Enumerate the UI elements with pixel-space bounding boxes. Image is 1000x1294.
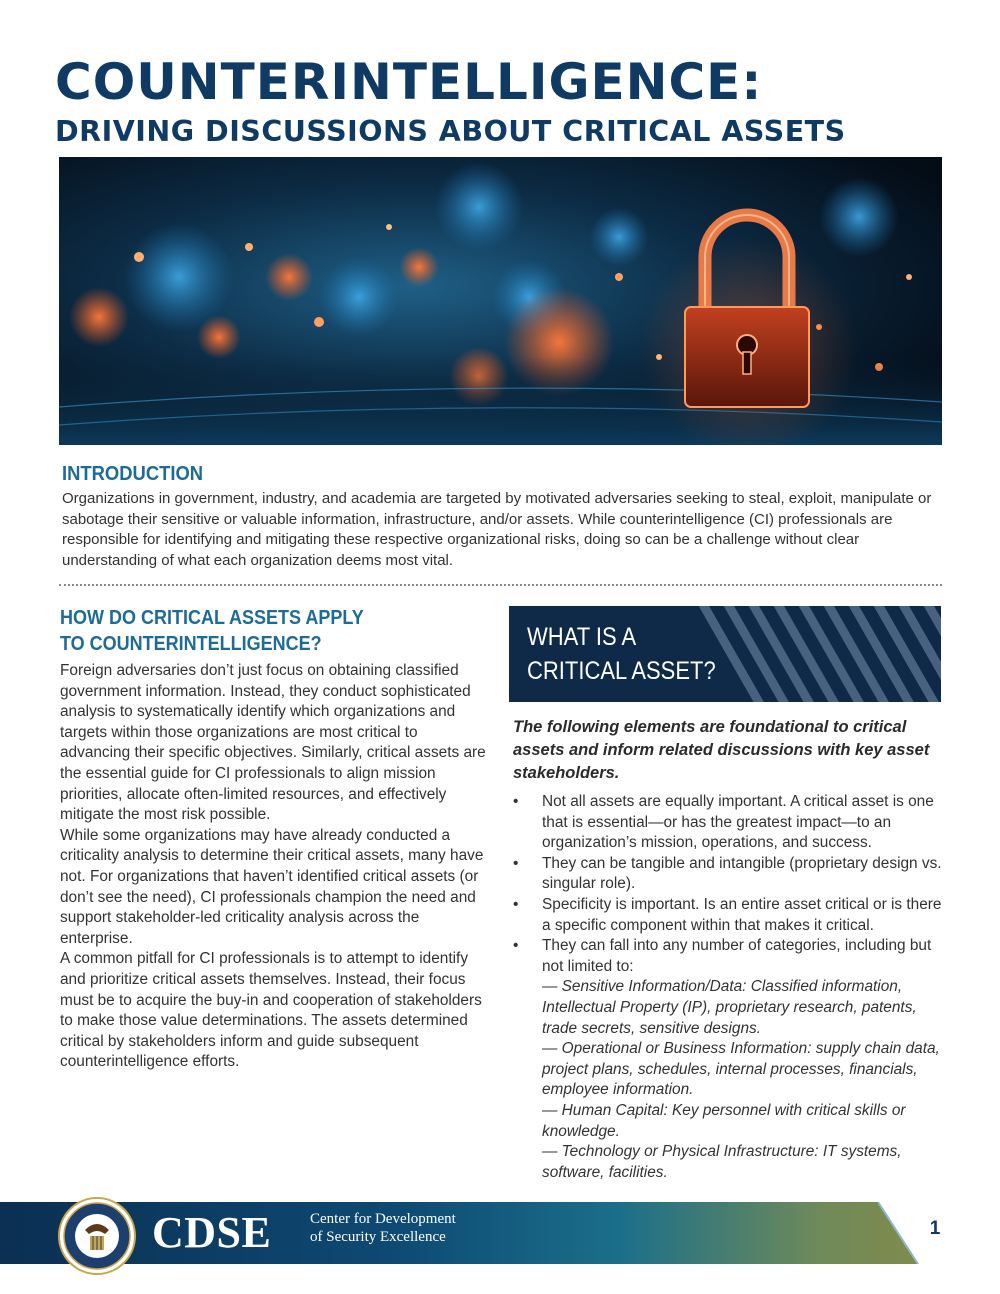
bullet-marker: •: [513, 895, 519, 913]
intro-heading: INTRODUCTION: [62, 463, 204, 485]
callout-title-line-1: WHAT IS A: [527, 623, 637, 651]
organization-name: [310, 1210, 490, 1246]
left-column-body: [60, 661, 490, 1073]
organization-name-line-2: of Security Excellence: [310, 1229, 446, 1245]
category-item: — Technology or Physical Infrastructure: IT systems, software, facilities.: [542, 1143, 902, 1181]
list-item: • Specificity is important. Is an entire asset critical or is there a specific component within that makes it critical.: [513, 895, 942, 934]
section-heading-line-2: TO COUNTERINTELLIGENCE?: [60, 633, 322, 655]
callout-title-line-2: CRITICAL ASSET?: [527, 657, 716, 685]
page-subtitle: DRIVING DISCUSSIONS ABOUT CRITICAL ASSETS: [55, 115, 846, 148]
list-item: • Not all assets are equally important. A critical asset is one that is essential—or has the greatest impact—to an organization’s mission, operations, and success.: [513, 793, 934, 852]
left-paragraph: While some organizations may have already conducted a criticality analysis to determine their critical assets, many have not. For organizations that haven’t identified critical assets (or don’t see the need), CI professionals champion the need and support stakeholder-led criticality analysis across the enterprise.: [60, 826, 484, 947]
category-item: — Operational or Business Information: supply chain data, project plans, schedules, internal processes, financials, employee information.: [542, 1040, 940, 1099]
padlock-illustration: [59, 157, 942, 445]
list-item: • They can fall into any number of categories, including but not limited to: — Sensitive Information/Data: Classified information, Intellectual Property (IP), proprietary research, patents, trade secrets, sensitive designs. — Operational or Business Information: supply chain data, project plans, schedules, internal processes, financials, employee information. — Human Capital: Key personnel with critical skills or knowledge. — Technology or Physical Infrastructure: IT systems, software, facilities.: [513, 936, 943, 1183]
callout-box: [509, 606, 941, 702]
organization-name-line-1: Center for Development: [310, 1211, 456, 1227]
bullet-marker: •: [513, 793, 519, 810]
footer-band: [0, 1202, 1000, 1264]
agency-seal-icon: [57, 1196, 137, 1276]
page-number: 1: [929, 1218, 941, 1239]
bullet-marker: •: [513, 854, 519, 872]
section-heading-line-1: HOW DO CRITICAL ASSETS APPLY: [60, 607, 364, 629]
diagonal-stripes-decoration: [691, 606, 941, 702]
bullet-marker: •: [513, 937, 519, 955]
category-item: — Sensitive Information/Data: Classified information, Intellectual Property (IP), proprietary research, patents, trade secrets, sensitive designs.: [542, 978, 917, 1037]
left-paragraph: Foreign adversaries don’t just focus on obtaining classified government information. Instead, they conduct sophisticated analysis to systematically identify which organizations and targets within those organizations are most critical to advancing their specific objectives. Similarly, critical assets are the essential guide for CI professionals to align mission priorities, allocate often-limited resources, and effectively mitigate the most risk possible.: [60, 662, 486, 824]
cdse-logo-text: CDSE: [152, 1208, 272, 1257]
critical-asset-bullet-list: [513, 792, 943, 1183]
left-paragraph: A common pitfall for CI professionals is to attempt to identify and prioritize critical assets themselves. Instead, their focus must be to acquire the buy-in and cooperation of stakeholders to make those value determinations. The assets determined critical by stakeholders inform and guide subsequent counterintelligence efforts.: [60, 950, 482, 1071]
right-lead-paragraph: The following elements are foundational to critical assets and inform related discussions with key asset stakeholders.: [513, 718, 930, 782]
dotted-divider: [59, 584, 942, 586]
page-title: COUNTERINTELLIGENCE:: [55, 53, 763, 111]
list-item: • They can be tangible and intangible (proprietary design vs. singular role).: [513, 854, 942, 893]
intro-paragraph: Organizations in government, industry, and academia are targeted by motivated adversaries seeking to steal, exploit, manipulate or sabotage their sensitive or valuable information, infrastructure, and/or assets. While counterintelligence (CI) professionals are responsible for identifying and mitigating these respective organizational risks, doing so can be a challenge without clear understanding of what each organization deems most vital.: [62, 490, 932, 569]
category-item: — Human Capital: Key personnel with critical skills or knowledge.: [542, 1101, 906, 1140]
hero-image-padlock: [59, 157, 942, 445]
section-heading-critical-assets: [60, 605, 438, 657]
